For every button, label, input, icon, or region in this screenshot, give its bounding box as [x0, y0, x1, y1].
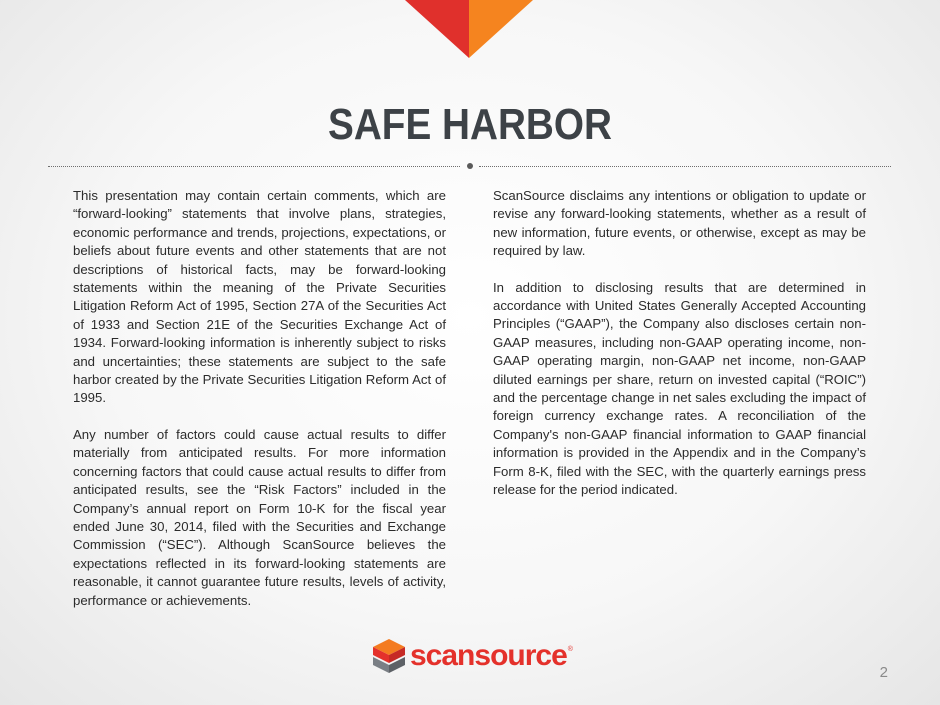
paragraph-non-gaap: In addition to disclosing results that are determined in accordance with United States Generally Accepted Accounting Principles (“GAAP”), the Company also discloses certain non-GAAP measures, including non-GAAP operating income, non-GAAP operating margin, non-GAAP net income, non-GAAP diluted earnings per share, return on invested capital (“ROIC”) and the percentage change in net sales excluding the impact of foreign currency exchange rates. A reconciliation of the Company's non-GAAP financial information to GAAP financial information is provided in the Appendix and in the Company’s Form 8-K, filed with the SEC, with the quarterly earnings press release for the period indicated. [493, 279, 866, 498]
top-chevron-graphic [405, 0, 533, 58]
scansource-logo [372, 638, 573, 674]
title-divider-left [48, 166, 460, 167]
paragraph-disclaimer: ScanSource disclaims any intentions or obligation to update or revise any forward-looking statements, whether as a result of new information, future events, or otherwise, except as may be required by law. [493, 188, 866, 259]
scansource-logo-icon [372, 638, 406, 674]
title-divider-right [479, 166, 891, 167]
page-number: 2 [879, 664, 888, 681]
left-text-column [73, 187, 446, 628]
logo-wordmark: scansource [410, 639, 567, 672]
logo-registered-mark: ® [567, 646, 573, 653]
title-divider-dot [467, 163, 473, 169]
right-text-column [493, 187, 866, 518]
slide-title: SAFE HARBOR [328, 100, 612, 149]
paragraph-risk-factors: Any number of factors could cause actual results to differ materially from anticipated results. For more information concerning factors that could cause actual results to differ from anticipated results, see the “Risk Factors” included in the Company’s annual report on Form 10-K for the fiscal year ended June 30, 2014, filed with the Securities and Exchange Commission (“SEC”). Although ScanSource believes the expectations reflected in its forward-looking statements are reasonable, it cannot guarantee future results, levels of activity, performance or achievements. [73, 426, 446, 608]
paragraph-forward-looking: This presentation may contain certain comments, which are “forward-looking” statements that involve plans, strategies, economic performance and trends, projections, expectations, or beliefs about future events and other statements that are not descriptions of historical facts, may be forward-looking statements within the meaning of the Private Securities Litigation Reform Act of 1995, Section 27A of the Securities Act of 1933 and Section 21E of the Securities Exchange Act of 1934. Forward-looking information is inherently subject to risks and uncertainties; these statements are subject to the safe harbor created by the Private Securities Litigation Reform Act of 1995. [73, 188, 446, 406]
